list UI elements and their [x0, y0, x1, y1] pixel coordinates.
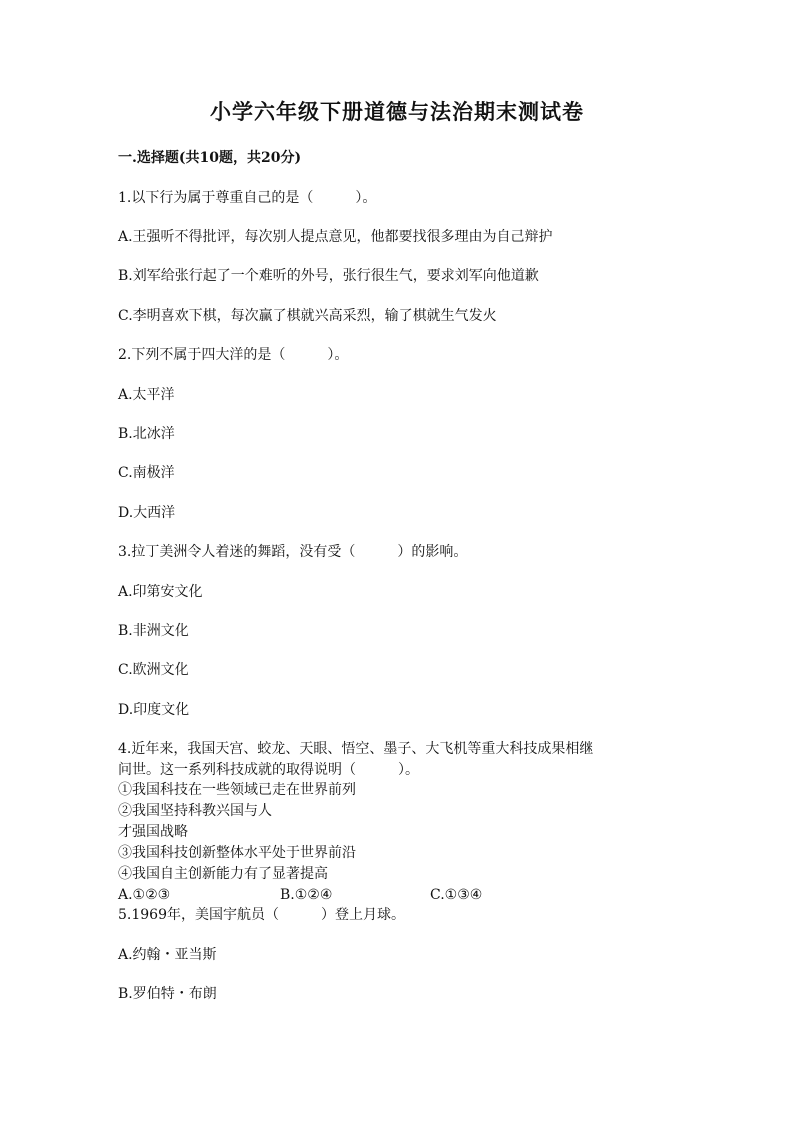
- question-3-option-a: A.印第安文化: [118, 584, 203, 600]
- question-2-stem: 2.下列不属于四大洋的是（ ）。: [118, 347, 349, 363]
- question-3-option-b: B.非洲文化: [118, 623, 189, 639]
- question-1-option-a: A.王强听不得批评，每次别人提点意见，他都要找很多理由为自己辩护: [118, 229, 553, 245]
- question-3-option-c: C.欧洲文化: [118, 662, 189, 678]
- question-1-option-b: B.刘军给张行起了一个难听的外号，张行很生气，要求刘军向他道歉: [118, 268, 539, 284]
- question-2-option-a: A.太平洋: [118, 387, 175, 403]
- question-4-statement-3: ③我国科技创新整体水平处于世界前沿: [118, 845, 356, 861]
- question-4-statement-1: ①我国科技在一些领域已走在世界前列: [118, 782, 356, 798]
- question-4-option-a: A.①②③: [118, 887, 171, 903]
- section-heading: 一.选择题(共10题，共20分): [118, 150, 302, 166]
- question-1-stem: 1.以下行为属于尊重自己的是（ ）。: [118, 190, 377, 206]
- question-4-statement-4: ④我国自主创新能力有了显著提高: [118, 866, 328, 882]
- question-5-option-a: A.约翰・亚当斯: [118, 947, 217, 963]
- question-4-stem-line-1: 4.近年来，我国天宫、蛟龙、天眼、悟空、墨子、大飞机等重大科技成果相继: [118, 741, 594, 757]
- question-4-statement-2: ②我国坚持科教兴国与人: [118, 803, 272, 819]
- page-title: 小学六年级下册道德与法治期末测试卷: [210, 99, 584, 124]
- question-2-option-b: B.北冰洋: [118, 426, 175, 442]
- question-4-stem-line-2: 问世。这一系列科技成就的取得说明（ ）。: [118, 762, 419, 778]
- question-2-option-c: C.南极洋: [118, 465, 175, 481]
- question-4-statement-2-cont: 才强国战略: [118, 824, 188, 840]
- question-4-option-c: C.①③④: [430, 887, 483, 903]
- question-3-option-d: D.印度文化: [118, 702, 190, 718]
- question-2-option-d: D.大西洋: [118, 505, 176, 521]
- question-4-option-b: B.①②④: [280, 887, 333, 903]
- question-3-stem: 3.拉丁美洲令人着迷的舞蹈，没有受（ ）的影响。: [118, 544, 468, 560]
- question-5-option-b: B.罗伯特・布朗: [118, 986, 217, 1002]
- question-1-option-c: C.李明喜欢下棋，每次赢了棋就兴高采烈，输了棋就生气发火: [118, 308, 497, 324]
- question-5-stem: 5.1969年，美国宇航员（ ）登上月球。: [118, 907, 405, 923]
